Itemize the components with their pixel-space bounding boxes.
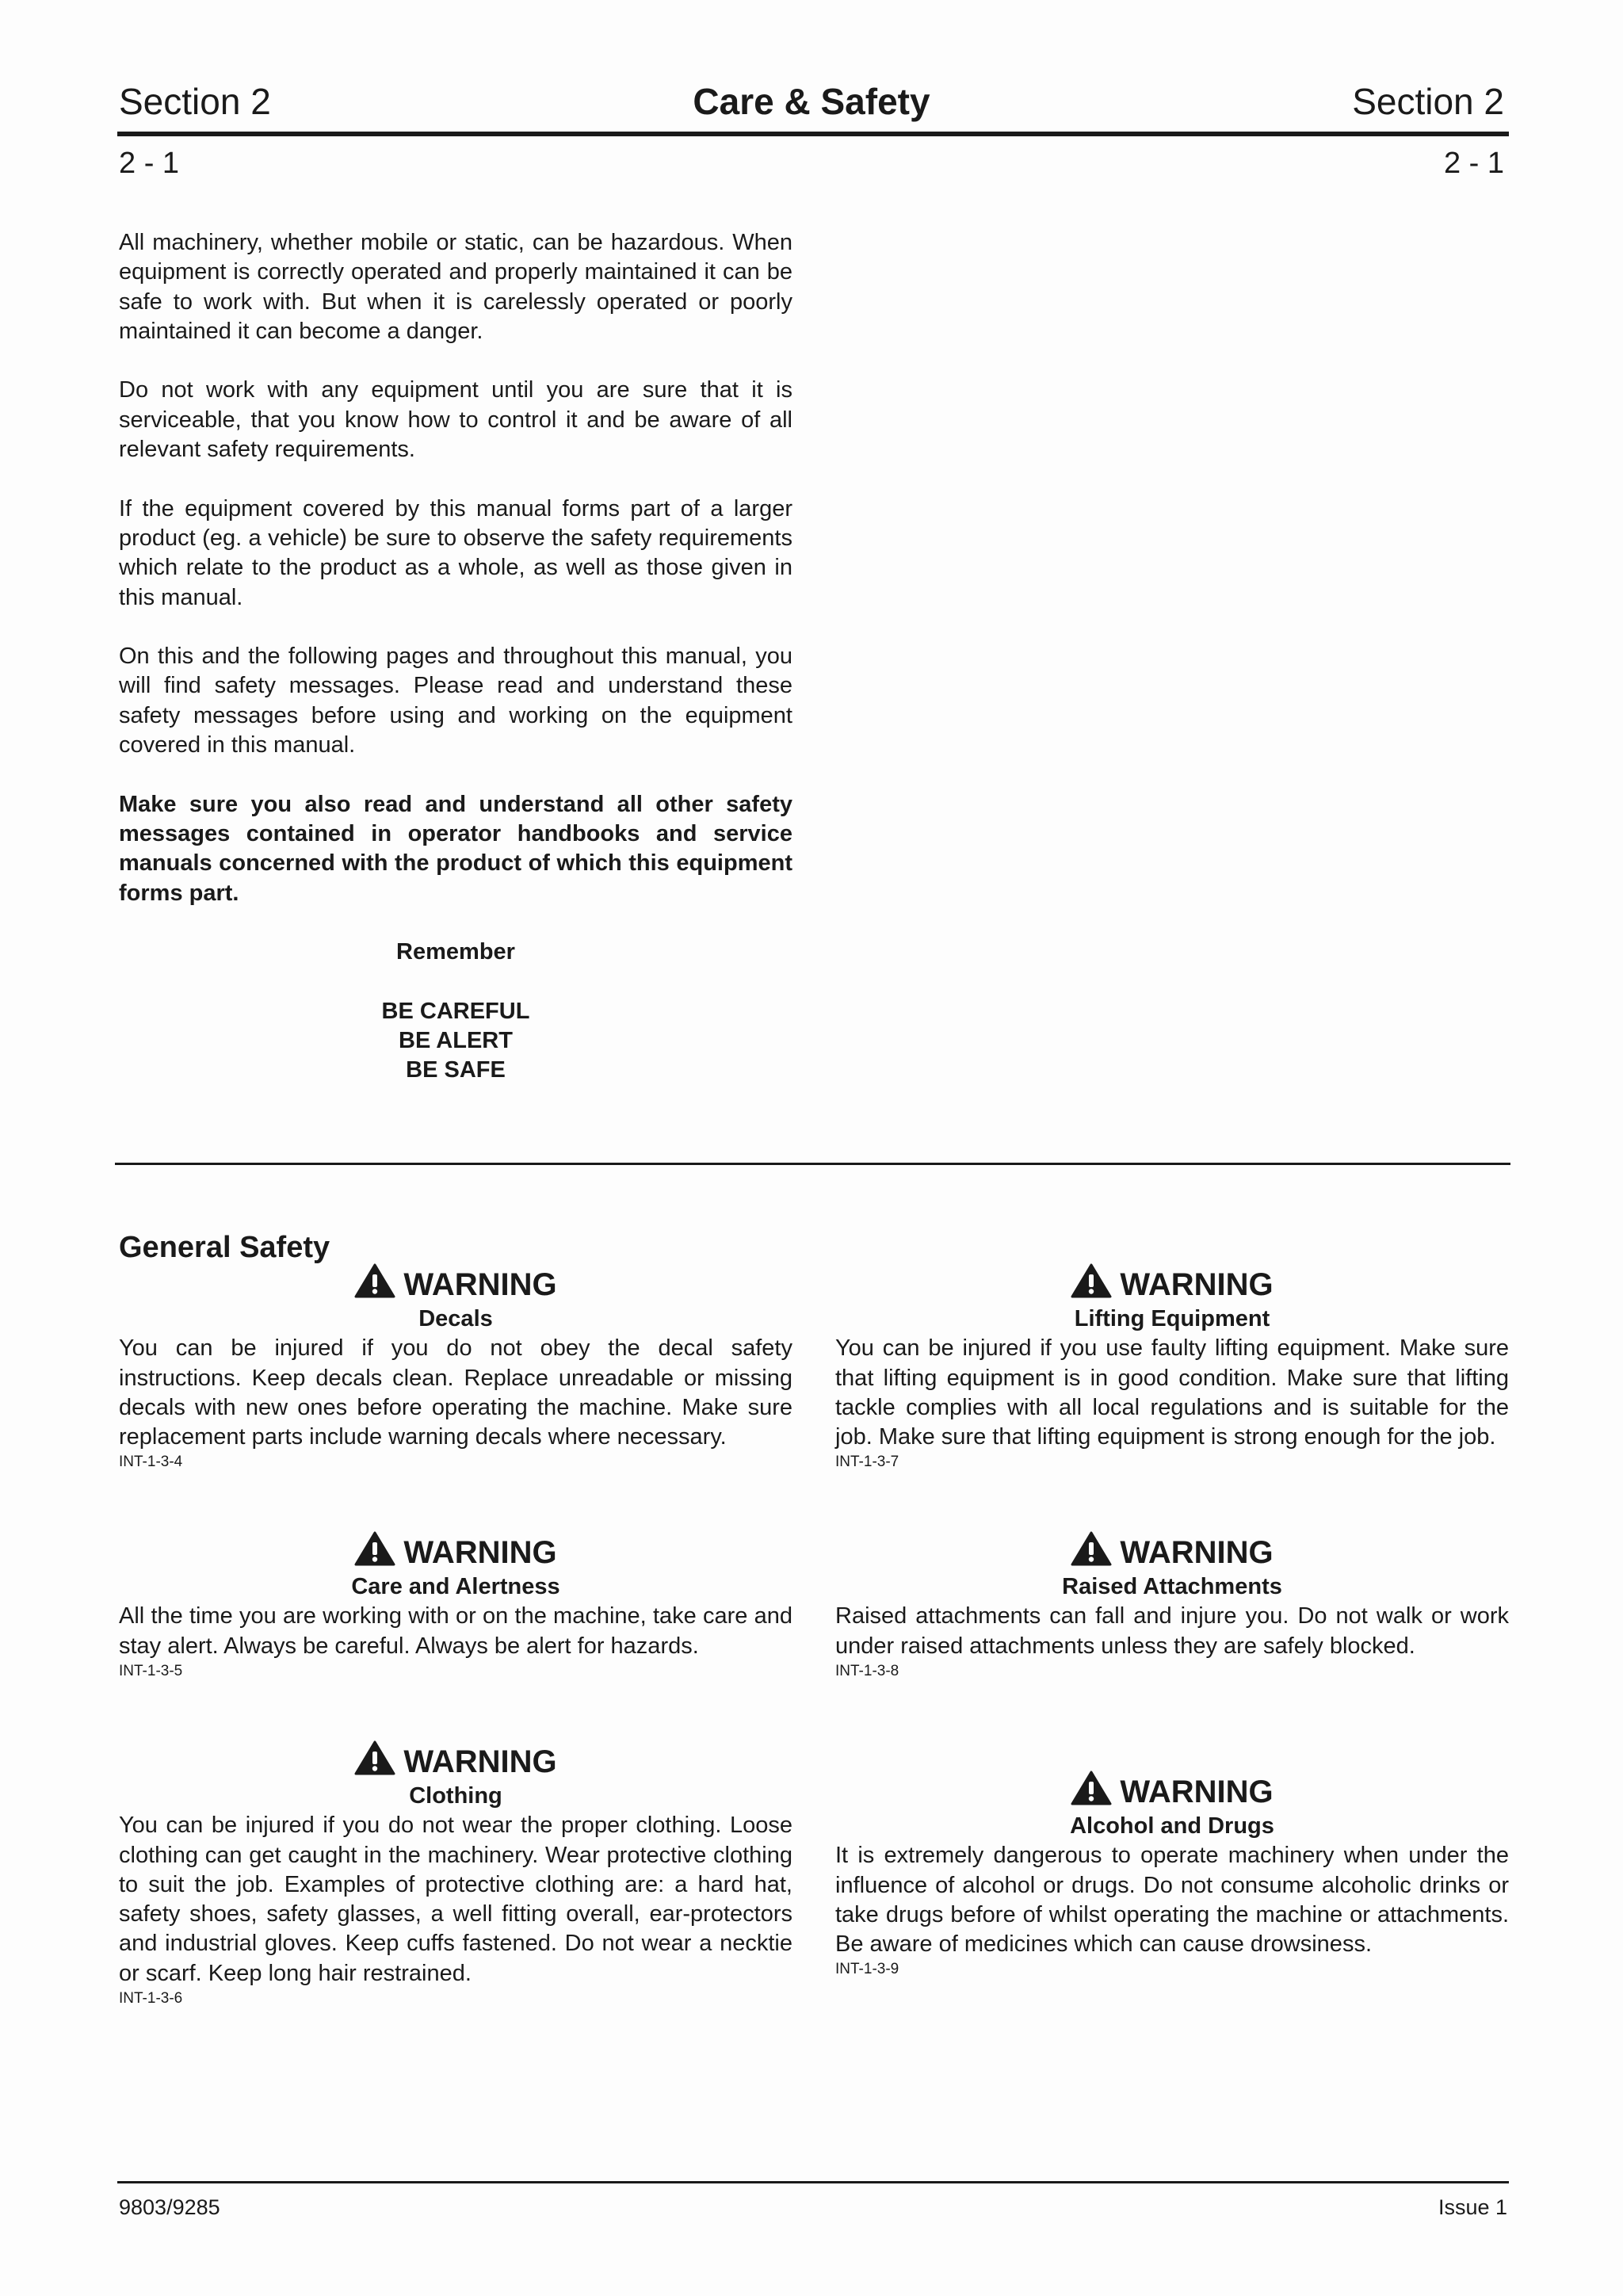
warning-triangle-icon [1071,1531,1112,1566]
warning-code: INT-1-3-7 [835,1454,899,1471]
slogan-line: BE ALERT [399,1028,513,1054]
remember-heading: Remember [396,939,515,965]
warning-code: INT-1-3-9 [835,1961,899,1978]
issue-label: Issue 1 [1438,2195,1507,2219]
slogan-line: BE CAREFUL [381,998,530,1024]
header-rule [117,132,1509,136]
warning-label: WARNING [1120,1775,1274,1809]
warning-body: You can be injured if you do not wear the proper clothing. Loose clothing can get caught in the machinery. Wear protective clothing to suit the job. Examples of protective clothing are: a hard hat, safety shoes, safety glasses, a well fitting overall, ear-protectors and industrial gloves. Keep cuffs fastened. Do not wear a necktie or scarf. Keep long hair restrained. [119,1813,792,1986]
general-safety-heading: General Safety [119,1231,330,1264]
footer-rule [117,2181,1509,2183]
intro-paragraph: On this and the following pages and throughout this manual, you will find safety messages. Please read and understand these safety messages before using and working on the equipment covered in this manual. [119,644,792,758]
warning-subtitle: Decals [418,1306,493,1331]
warning-body: You can be injured if you do not obey the decal safety instructions. Keep decals clean. Replace unreadable or missing decals with new ones before operating the machine. Make sure replacement parts include warning decals where necessary. [119,1335,792,1450]
warning-code: INT-1-3-4 [119,1454,183,1471]
warning-code: INT-1-3-8 [835,1662,899,1679]
warning-body: You can be injured if you use faulty lifting equipment. Make sure that lifting equipment is in good condition. Make sure that lifting tackle complies with all local regulations and is suitable for the job. Make sure that lifting equipment is strong enough for the job. [835,1335,1509,1450]
warning-triangle-icon [354,1531,395,1566]
slogan-line: BE SAFE [406,1057,506,1083]
warning-subtitle: Raised Attachments [1062,1574,1282,1599]
intro-section [119,228,792,1086]
section-divider [115,1163,1510,1165]
warning-subtitle: Clothing [409,1783,502,1809]
warning-triangle-icon [1071,1263,1112,1298]
warning-heading [119,1531,792,1569]
intro-paragraph: All machinery, whether mobile or static, can be hazardous. When equipment is correctly operated and properly maintained it can be safe to work with. But when it is carelessly operated or poorly maintained it can become a danger. [119,230,792,344]
warning-heading [835,1531,1509,1569]
document-number: 9803/9285 [119,2195,220,2219]
intro-bold-paragraph: Make sure you also read and understand all other safety messages contained in operator handbooks and service manuals concerned with the product of which this equipment forms part. [119,791,792,906]
warning-subtitle: Care and Alertness [351,1574,560,1599]
intro-paragraph: If the equipment covered by this manual forms part of a larger product (eg. a vehicle) be sure to observe the safety requirements which relate to the product as a whole, as well as those given in this manual. [119,495,792,610]
warning-code: INT-1-3-6 [119,1990,183,2008]
warning-heading [835,1263,1509,1301]
warning-heading [119,1740,792,1778]
warning-code: INT-1-3-5 [119,1662,183,1679]
warning-triangle-icon [1071,1771,1112,1805]
page-number-left: 2 - 1 [119,147,180,180]
warning-triangle-icon [354,1263,395,1298]
warning-label: WARNING [1120,1535,1274,1570]
warning-label: WARNING [403,1744,557,1779]
warning-body: Raised attachments can fall and injure you. Do not walk or work under raised attachments unless they are safely blocked. [835,1603,1509,1659]
warning-triangle-icon [354,1740,395,1775]
warning-body: All the time you are working with or on the machine, take care and stay alert. Always be careful. Always be alert for hazards. [119,1603,792,1659]
page-title: Care & Safety [693,81,930,122]
section-label-right: Section 2 [1352,81,1504,122]
safety-slogans [119,997,792,1086]
warning-block-alcohol-drugs [835,1771,1509,1980]
section-label-left: Section 2 [119,81,271,122]
warning-subtitle: Alcohol and Drugs [1070,1813,1274,1839]
warning-block-raised-attachments [835,1531,1509,1682]
page-number-right: 2 - 1 [1443,147,1504,180]
warning-label: WARNING [403,1267,557,1302]
warning-block-decals [119,1263,792,1473]
warning-block-clothing [119,1740,792,2009]
warning-block-lifting-equipment [835,1263,1509,1473]
intro-paragraph: Do not work with any equipment until you are sure that it is serviceable, that you know how to control it and be aware of all relevant safety requirements. [119,377,792,463]
warning-label: WARNING [403,1535,557,1570]
warning-heading [835,1771,1509,1809]
warning-heading [119,1263,792,1301]
warning-subtitle: Lifting Equipment [1074,1306,1270,1331]
warning-block-care-alertness [119,1531,792,1682]
warning-label: WARNING [1120,1267,1274,1302]
warning-body: It is extremely dangerous to operate machinery when under the influence of alcohol or drugs. Do not consume alcoholic drinks or take drugs before of whilst operating the machine or attachments. Be aware of medicines which can cause drowsiness. [835,1843,1509,1958]
